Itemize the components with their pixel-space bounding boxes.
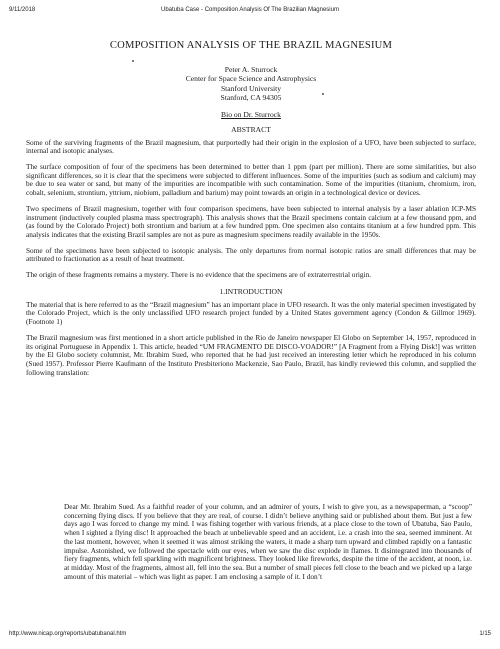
abstract-paragraph: Two specimens of Brazil magnesium, together with four comparison specimens, have been subjected to internal analysis by a laser ablation ICP-MS instrument (inductively coupled plasma mass spectrograph). This analysis shows that the Brazil specimens contain calcium at a few thousand ppm, and (as found by the Colorado Project) both strontium and barium at a few hundred ppm. One specimen also contains titanium at a few hundred ppm. This analysis indicates that the existing Brazil samples are not as pure as magnesium specimens readily available in the 1950s. xyxy=(26,203,476,239)
abstract-paragraph: Some of the specimens have been subjected to isotopic analysis. The only departures from normal isotopic ratios are small differences that may be attributed to fractionation as a result of heat treatment. xyxy=(26,245,476,264)
intro-paragraph: The material that is here referred to as the “Brazil magnesium” has an important place in UFO research. It was the only material specimen investigated by the Colorado Project, which is the only unclassified UFO research project funded by a United States government agency (Condon & Gillmor 1969). (Footnote 1) xyxy=(26,299,476,327)
document-body xyxy=(26,40,476,384)
abstract-paragraph: The origin of these fragments remains a mystery. There is no evidence that the specimens are of extraterrestrial origin. xyxy=(26,270,372,280)
print-page-number: 1/15 xyxy=(479,631,491,637)
intro-paragraph: The Brazil magnesium was first mentioned in a short article published in the Rio de Janeiro newspaper El Globo on September 14, 1957, reproduced in its original Portuguese in Appendix 1. This article, headed “UM FRAGMENTO DE DISCO-VOADOR!” [A Fragment from a Flying Disk!] was written by the El Globo society columnist, Mr. Ibrahim Sued, who reported that he had just received an interesting letter which he reproduced in his column (Sued 1957). Professor Pierre Kaufmann of the Instituto Presbiteriono Mackenzie, Sao Paulo, Brazil, has kindly reviewed this column, and supplied the following translation: xyxy=(26,332,476,377)
author-location: Stanford, CA 94305 xyxy=(220,93,282,103)
author-name: Peter A. Sturrock xyxy=(224,65,278,74)
scan-mark xyxy=(132,60,134,62)
print-url: http://www.nicap.org/reports/ubatubanal.htm xyxy=(9,631,127,637)
abstract-paragraph: Some of the surviving fragments of the Brazil magnesium, that purportedly had their origin in the explosion of a UFO, have been subjected to surface, internal and isotopic analyses. xyxy=(26,137,476,156)
quoted-letter xyxy=(64,503,472,581)
print-footer xyxy=(9,631,491,641)
document-title: COMPOSITION ANALYSIS OF THE BRAZIL MAGNESIUM xyxy=(109,40,393,51)
print-page-title: Ubatuba Case - Composition Analysis Of The Brazilian Magnesium xyxy=(161,7,339,13)
author-center: Center for Space Science and Astrophysics xyxy=(185,74,317,84)
bio-link[interactable]: Bio on Dr. Sturrock xyxy=(221,109,281,119)
author-university: Stanford University xyxy=(220,83,282,93)
print-header xyxy=(9,7,491,19)
author-block xyxy=(26,65,476,103)
intro-heading: 1.INTRODUCTION xyxy=(219,286,283,296)
quoted-letter-text: Dear Mr. Ibrahim Sued. As a faithful reader of your column, and an admirer of yours, I wish to give you, as a newspaperman, a “scoop” concerning flying discs. If you believe that they are real, of course. I didn’t believe anything said or published about them. But just a few days ago I was forced to change my mind. I was fishing together with various friends, at a place close to the town of Ubatuba, Sao Paulo, when I sighted a flying disc! It approached the beach at unbelievable speed and an accident, i.e. a crash into the sea, seemed imminent. At the last moment, however, when it seemed it was almost striking the waters, it made a sharp turn upward and climbed rapidly on a fantastic impulse. Astonished, we followed the spectacle with our eyes, when we saw the disc explode in flames. It disintegrated into thousands of fiery fragments, which fell sparkling with magnificent brightness. They looked like fireworks, despite the time of the accident, at noon, i.e. at midday. Most of the fragments, almost all, fell into the sea. But a number of small pieces fell close to the beach and we picked up a large amount of this material – which was light as paper. I am enclosing a sample of it. I don’t xyxy=(64,502,472,581)
abstract-heading: ABSTRACT xyxy=(231,124,271,134)
abstract-paragraph: The surface composition of four of the specimens has been determined to better than 1 ppm (part per million). There are some similarities, but also significant differences, so it is clear that the specimens were subjected to different influences. Some of the impurities (such as sodium and calcium) may be due to sea water or sand, but many of the impurities are incompatible with such contamination. Some of the impurities (titanium, chromium, iron, cobalt, selenium, strontium, yttrium, niobium, palladium and barium) may point towards an origin in a technological device or devices. xyxy=(26,162,476,198)
scan-mark xyxy=(322,93,324,95)
print-date: 9/11/2018 xyxy=(9,7,36,13)
